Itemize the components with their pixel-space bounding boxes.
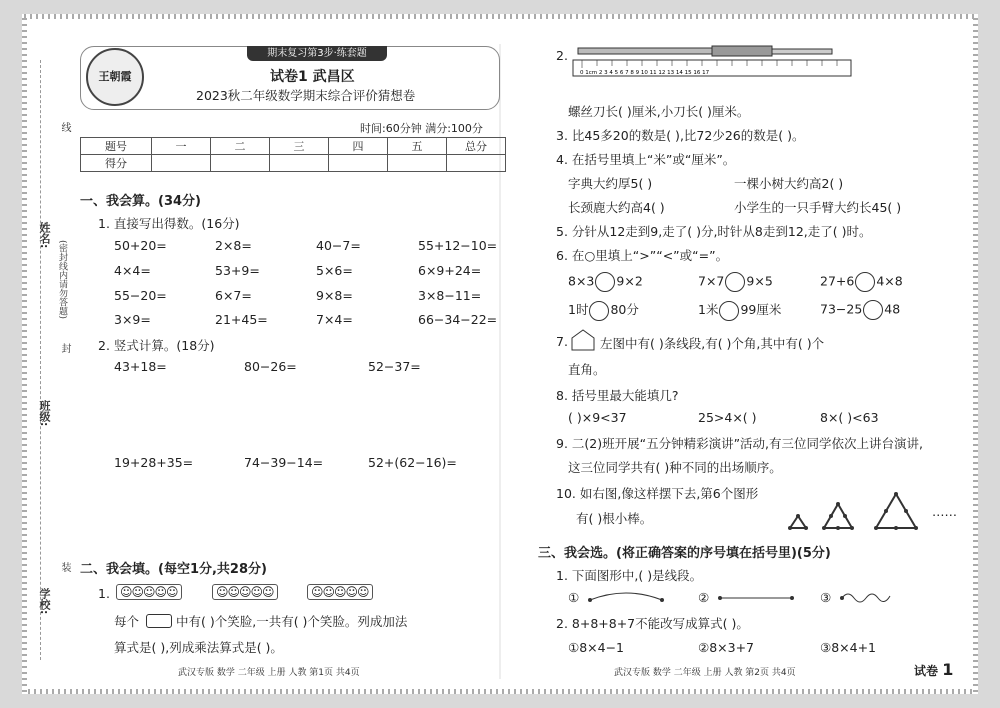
calc-item: 3×9= [114, 312, 151, 327]
calc-item: 2×8= [215, 238, 252, 253]
r-q10b: 有( )根小棒。 [576, 511, 653, 526]
compare-item: 1时 80分 [568, 300, 639, 321]
paper-subtitle: 2023秋二年级数学期末综合评价猜想卷 [196, 88, 416, 103]
score-input[interactable] [388, 155, 447, 172]
r-q4a: 字典大约厚5( ) [568, 176, 653, 191]
section-3-title: 三、我会选。(将正确答案的序号填在括号里)(5分) [538, 546, 831, 561]
calc-item: 9×8= [316, 288, 353, 303]
calc-item: 53+9= [215, 263, 260, 278]
compare-item: 7×7 9×5 [698, 272, 773, 292]
calc-item: 50+20= [114, 238, 167, 253]
score-input[interactable] [447, 155, 506, 172]
r-q5: 5. 分针从12走到9,走了( )分,时针从8走到12,走了( )时。 [556, 224, 872, 239]
r-q7-text2: 直角。 [568, 362, 606, 377]
score-table [80, 137, 506, 172]
score-input[interactable] [270, 155, 329, 172]
vertical-calc: 43+18= [114, 359, 167, 374]
compare-circle[interactable] [595, 272, 615, 292]
r-q3: 3. 比45多20的数是( ),比72少26的数是( )。 [556, 128, 805, 143]
pentagon-house-icon [570, 328, 596, 352]
vertical-calc: 74−39−14= [244, 455, 324, 470]
r-q9b: 这三位同学共有( )种不同的出场顺序。 [568, 460, 782, 475]
r-q7-num: 7. [556, 334, 568, 349]
r-s3q1: 1. 下面图形中,( )是线段。 [556, 568, 703, 583]
ruler-figure [572, 44, 854, 78]
r-q8c: 8×( )<63 [820, 410, 879, 425]
r-q7-text: 左图中有( )条线段,有( )个角,其中有( )个 [600, 336, 825, 351]
r-q4b: 一棵小树大约高2( ) [734, 176, 844, 191]
cell: 一 [152, 138, 211, 155]
ruler-label: 0 1cm 2 3 4 5 6 7 8 9 10 11 12 13 14 15 16 17 [580, 70, 710, 76]
seal-note: (密封线内请勿答题) [57, 240, 67, 320]
r-s3q2-opt2: ②8×3+7 [698, 640, 755, 655]
calc-item: 4×4= [114, 263, 151, 278]
banner: 期末复习第3步·练套题 [247, 46, 387, 61]
cell: 二 [211, 138, 270, 155]
calc-item: 6×7= [215, 288, 252, 303]
curve-segment-icon [586, 588, 666, 606]
compare-item: 8×3 9×2 [568, 272, 643, 292]
compare-circle[interactable] [719, 301, 739, 321]
r-q4d: 小学生的一只手臂大约长45( ) [734, 200, 902, 215]
seal-mark-1: 线 [59, 122, 70, 132]
calc-item: 40−7= [316, 238, 361, 253]
calc-item: 21+45= [215, 312, 268, 327]
paper-title: 试卷1 武昌区 [270, 69, 355, 85]
compare-circle[interactable] [855, 272, 875, 292]
r-q8b: 25>4×( ) [698, 410, 757, 425]
cell: 题号 [81, 138, 152, 155]
page-tag: 试卷 1 [914, 660, 954, 679]
vertical-calc: 52−37= [368, 359, 421, 374]
seal-mark-2: 封 [59, 343, 70, 353]
s1-q2: 2. 竖式计算。(18分) [98, 338, 215, 353]
calc-item: 7×4= [316, 312, 353, 327]
s2-q1-line1a: 每个 [114, 614, 140, 629]
calc-item: 5×6= [316, 263, 353, 278]
smiley-group: ☺☺☺☺☺ [307, 584, 373, 600]
r-q2-num: 2. [556, 48, 568, 63]
smiley-group: ☺☺☺☺☺ [116, 584, 182, 600]
option-1: ① [568, 590, 580, 605]
r-q4: 4. 在括号里填上“米”或“厘米”。 [556, 152, 736, 167]
box-icon [146, 614, 172, 628]
cell: 五 [388, 138, 447, 155]
s1-q1: 1. 直接写出得数。(16分) [98, 216, 240, 231]
school-label: 学校: [38, 588, 51, 615]
r-q4c: 长颈鹿大约高4( ) [568, 200, 665, 215]
score-input[interactable] [152, 155, 211, 172]
calc-item: 55−20= [114, 288, 167, 303]
calc-item: 3×8−11= [418, 288, 482, 303]
vertical-calc: 80−26= [244, 359, 297, 374]
r-q10a: 10. 如右图,像这样摆下去,第6个图形 [556, 486, 759, 501]
option-2: ② [698, 590, 710, 605]
smiley-group: ☺☺☺☺☺ [212, 584, 278, 600]
calc-item: 55+12−10= [418, 238, 498, 253]
r-q9a: 9. 二(2)班开展“五分钟精彩演讲”活动,有三位同学依次上讲台演讲, [556, 436, 924, 451]
cell: 总分 [447, 138, 506, 155]
time-score: 时间:60分钟 满分:100分 [360, 122, 483, 135]
compare-item: 1米 99厘米 [698, 300, 781, 321]
seal-mark-3: 装 [59, 562, 70, 572]
compare-circle[interactable] [725, 272, 745, 292]
line-segment-icon [716, 588, 796, 606]
cell: 四 [329, 138, 388, 155]
r-s3q2: 2. 8+8+8+7不能改写成算式( )。 [556, 616, 749, 631]
compare-circle[interactable] [863, 300, 883, 320]
r-q2-text: 螺丝刀长( )厘米,小刀长( )厘米。 [568, 104, 750, 119]
s2-q1-line2: 算式是( ),列成乘法算式是( )。 [114, 640, 283, 655]
logo-text: 王朝霞 [98, 70, 132, 83]
vertical-calc: 19+28+35= [114, 455, 194, 470]
vertical-calc: 52+(62−16)= [368, 455, 457, 470]
section-2-title: 二、我会填。(每空1分,共28分) [80, 562, 267, 577]
r-s3q2-opt1: ①8×4−1 [568, 640, 625, 655]
wavy-line-icon [838, 588, 898, 606]
ellipsis: …… [932, 504, 957, 519]
compare-item: 27+6 4×8 [820, 272, 903, 292]
compare-circle[interactable] [589, 301, 609, 321]
class-label: 班级: [38, 400, 51, 427]
left-footer: 武汉专版 数学 二年级 上册 人教 第1页 共4页 [178, 668, 360, 678]
logo-icon [86, 48, 144, 106]
option-3: ③ [820, 590, 832, 605]
right-footer: 武汉专版 数学 二年级 上册 人教 第2页 共4页 [614, 668, 796, 678]
s2-q1-num: 1. [98, 586, 110, 601]
r-s3q2-opt3: ③8×4+1 [820, 640, 877, 655]
cell: 得分 [81, 155, 152, 172]
cell: 三 [270, 138, 329, 155]
name-label: 姓名: [38, 222, 51, 249]
cut-line [40, 60, 42, 660]
r-q8a: ( )×9<37 [568, 410, 627, 425]
compare-item: 73−25 48 [820, 300, 900, 320]
score-input[interactable] [211, 155, 270, 172]
score-input[interactable] [329, 155, 388, 172]
s2-q1-line1b: 中有( )个笑脸,一共有( )个笑脸。列成加法 [176, 614, 408, 629]
r-q6: 6. 在○里填上“>”“<”或“=”。 [556, 248, 729, 263]
calc-item: 6×9+24= [418, 263, 482, 278]
triangle-pattern [786, 488, 926, 532]
section-1-title: 一、我会算。(34分) [80, 194, 201, 209]
r-q8: 8. 括号里最大能填几? [556, 388, 679, 403]
calc-item: 66−34−22= [418, 312, 498, 327]
